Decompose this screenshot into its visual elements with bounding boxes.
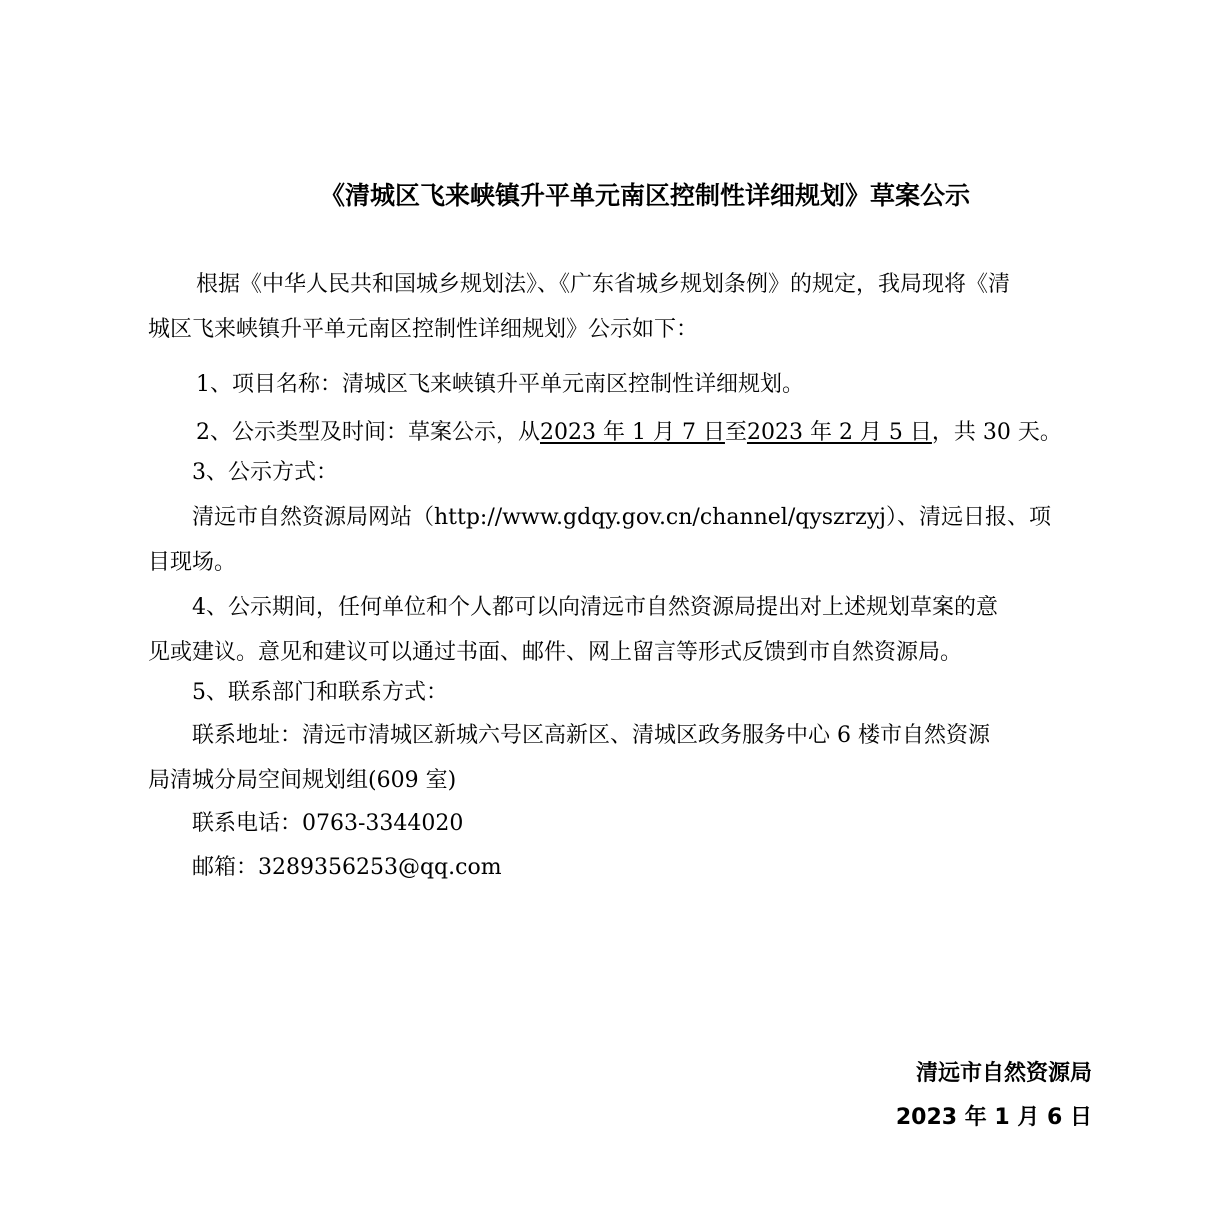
- item-4-line-2: 见或建议。意见和建议可以通过书面、邮件、网上留言等形式反馈到市自然资源局。: [148, 640, 963, 665]
- item-3: [148, 450, 1092, 495]
- address-line-1: 联系地址：清远市清城区新城六号区高新区、清城区政务服务中心 6 楼市自然资源: [192, 723, 990, 748]
- contact-address: [148, 713, 1092, 803]
- intro-line-2: 城区飞来峡镇升平单元南区控制性详细规划》公示如下：: [148, 317, 699, 342]
- phone-text: 联系电话：0763-3344020: [192, 811, 464, 836]
- item-2-suffix: ，共 30 天。: [931, 420, 1062, 445]
- item-4: [148, 585, 1092, 675]
- item-3-detail-line-2: 目现场。: [148, 550, 237, 575]
- signature-org: 清远市自然资源局: [915, 1061, 1092, 1086]
- item-3-detail: [148, 495, 1092, 585]
- start-date: 2023 年 1 月 7 日: [540, 420, 725, 445]
- item-2-text: [148, 410, 1092, 455]
- address-line-2: 局清城分局空间规划组(609 室): [148, 768, 457, 793]
- email-text: 邮箱：3289356253@qq.com: [192, 855, 502, 880]
- signature-date: 2023 年 1 月 6 日: [895, 1105, 1092, 1130]
- item-2-middle: 至: [724, 420, 747, 445]
- contact-email: [148, 845, 1092, 890]
- item-5: [148, 670, 1092, 715]
- item-5-text: 5、联系部门和联系方式：: [192, 680, 448, 705]
- item-1: [148, 362, 1092, 407]
- intro-paragraph: [148, 262, 1092, 352]
- item-4-line-1: 4、公示期间，任何单位和个人都可以向清远市自然资源局提出对上述规划草案的意: [192, 595, 998, 620]
- item-1-text: 1、项目名称：清城区飞来峡镇升平单元南区控制性详细规划。: [196, 372, 804, 397]
- intro-line-1: 根据《中华人民共和国城乡规划法》、《广东省城乡规划条例》的规定，我局现将《清: [196, 272, 1011, 297]
- item-3-text: 3、公示方式：: [192, 460, 338, 485]
- document-title: 《清城区飞来峡镇升平单元南区控制性详细规划》草案公示: [319, 181, 970, 210]
- end-date: 2023 年 2 月 5 日: [746, 420, 932, 445]
- item-3-detail-line-1: 清远市自然资源局网站（http://www.gdqy.gov.cn/channel/qyszrzyj）、清远日报、项: [192, 505, 1052, 530]
- item-2-prefix: 2、公示类型及时间：草案公示，从: [196, 420, 540, 445]
- contact-phone: [148, 801, 1092, 846]
- item-2: [148, 410, 1092, 455]
